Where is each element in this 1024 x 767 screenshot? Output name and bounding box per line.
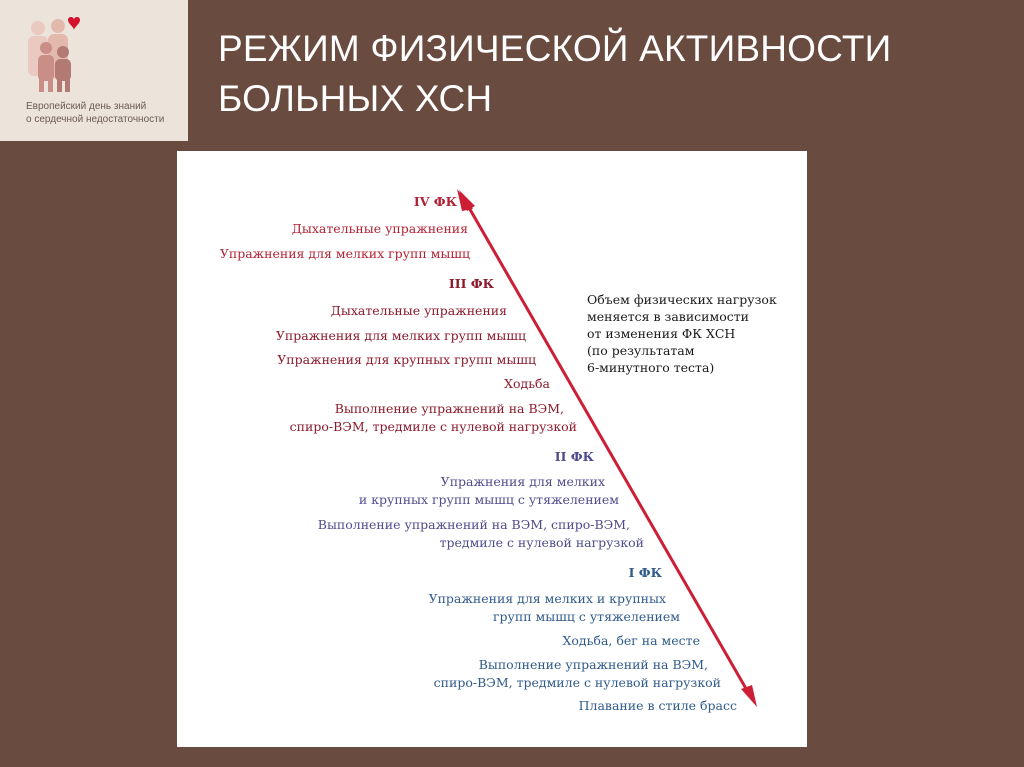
note-line-3: от изменения ФК ХСН <box>587 326 736 341</box>
fc-i-item-6: Плавание в стиле брасс <box>578 698 737 713</box>
fc-ii-item-1: Упражнения для мелких <box>440 474 605 489</box>
fc-iii-item-2: Упражнения для мелких групп мышц <box>275 328 526 343</box>
fc-i-heading: I ФК <box>628 565 662 580</box>
fc-i-item-4: Выполнение упражнений на ВЭМ, <box>478 657 708 672</box>
logo-caption-line-2: о сердечной недостаточности <box>26 114 165 125</box>
note-line-2: меняется в зависимости <box>587 309 749 324</box>
note-line-5: 6-минутного теста) <box>587 360 715 375</box>
fc-ii-item-2: и крупных групп мышц с утяжелением <box>358 492 619 507</box>
fc-iii-item-1: Дыхательные упражнения <box>330 303 507 318</box>
note-line-4: (по результатам <box>587 343 695 358</box>
fc-ii-heading: II ФК <box>554 449 594 464</box>
fc-iii-heading: III ФК <box>448 276 494 291</box>
fc-ii-item-4: тредмиле с нулевой нагрузкой <box>439 535 644 550</box>
diagram-panel <box>177 151 807 747</box>
fc-i-item-1: Упражнения для мелких и крупных <box>428 591 666 606</box>
logo-block <box>0 0 188 141</box>
fc-iii-item-4: Ходьба <box>504 376 550 391</box>
note-line-1: Объем физических нагрузок <box>587 292 777 307</box>
fc-iii-item-6: спиро-ВЭМ, тредмиле с нулевой нагрузкой <box>289 419 577 434</box>
fc-iv-heading: IV ФК <box>413 194 457 209</box>
fc-i-item-5: спиро-ВЭМ, тредмиле с нулевой нагрузкой <box>433 675 721 690</box>
slide-title-line-1: РЕЖИМ ФИЗИЧЕСКОЙ АКТИВНОСТИ <box>218 28 892 69</box>
fc-iv-item-1: Дыхательные упражнения <box>291 221 468 236</box>
fc-iii-item-5: Выполнение упражнений на ВЭМ, <box>334 401 564 416</box>
logo-caption <box>26 100 186 126</box>
slide-title-line-2: БОЛЬНЫХ ХСН <box>218 78 493 119</box>
fc-iii-item-3: Упражнения для крупных групп мышц <box>277 352 536 367</box>
logo-caption-line-1: Европейский день знаний <box>26 101 147 112</box>
slide-title <box>218 24 1008 124</box>
family-heart-logo-icon <box>22 14 82 96</box>
note-text <box>587 291 777 376</box>
fc-iv-item-2: Упражнения для мелких групп мышц <box>219 246 470 261</box>
fc-i-item-3: Ходьба, бег на месте <box>562 633 700 648</box>
fc-ii-item-3: Выполнение упражнений на ВЭМ, спиро-ВЭМ, <box>317 517 630 532</box>
fc-i-item-2: групп мышц с утяжелением <box>493 609 680 624</box>
